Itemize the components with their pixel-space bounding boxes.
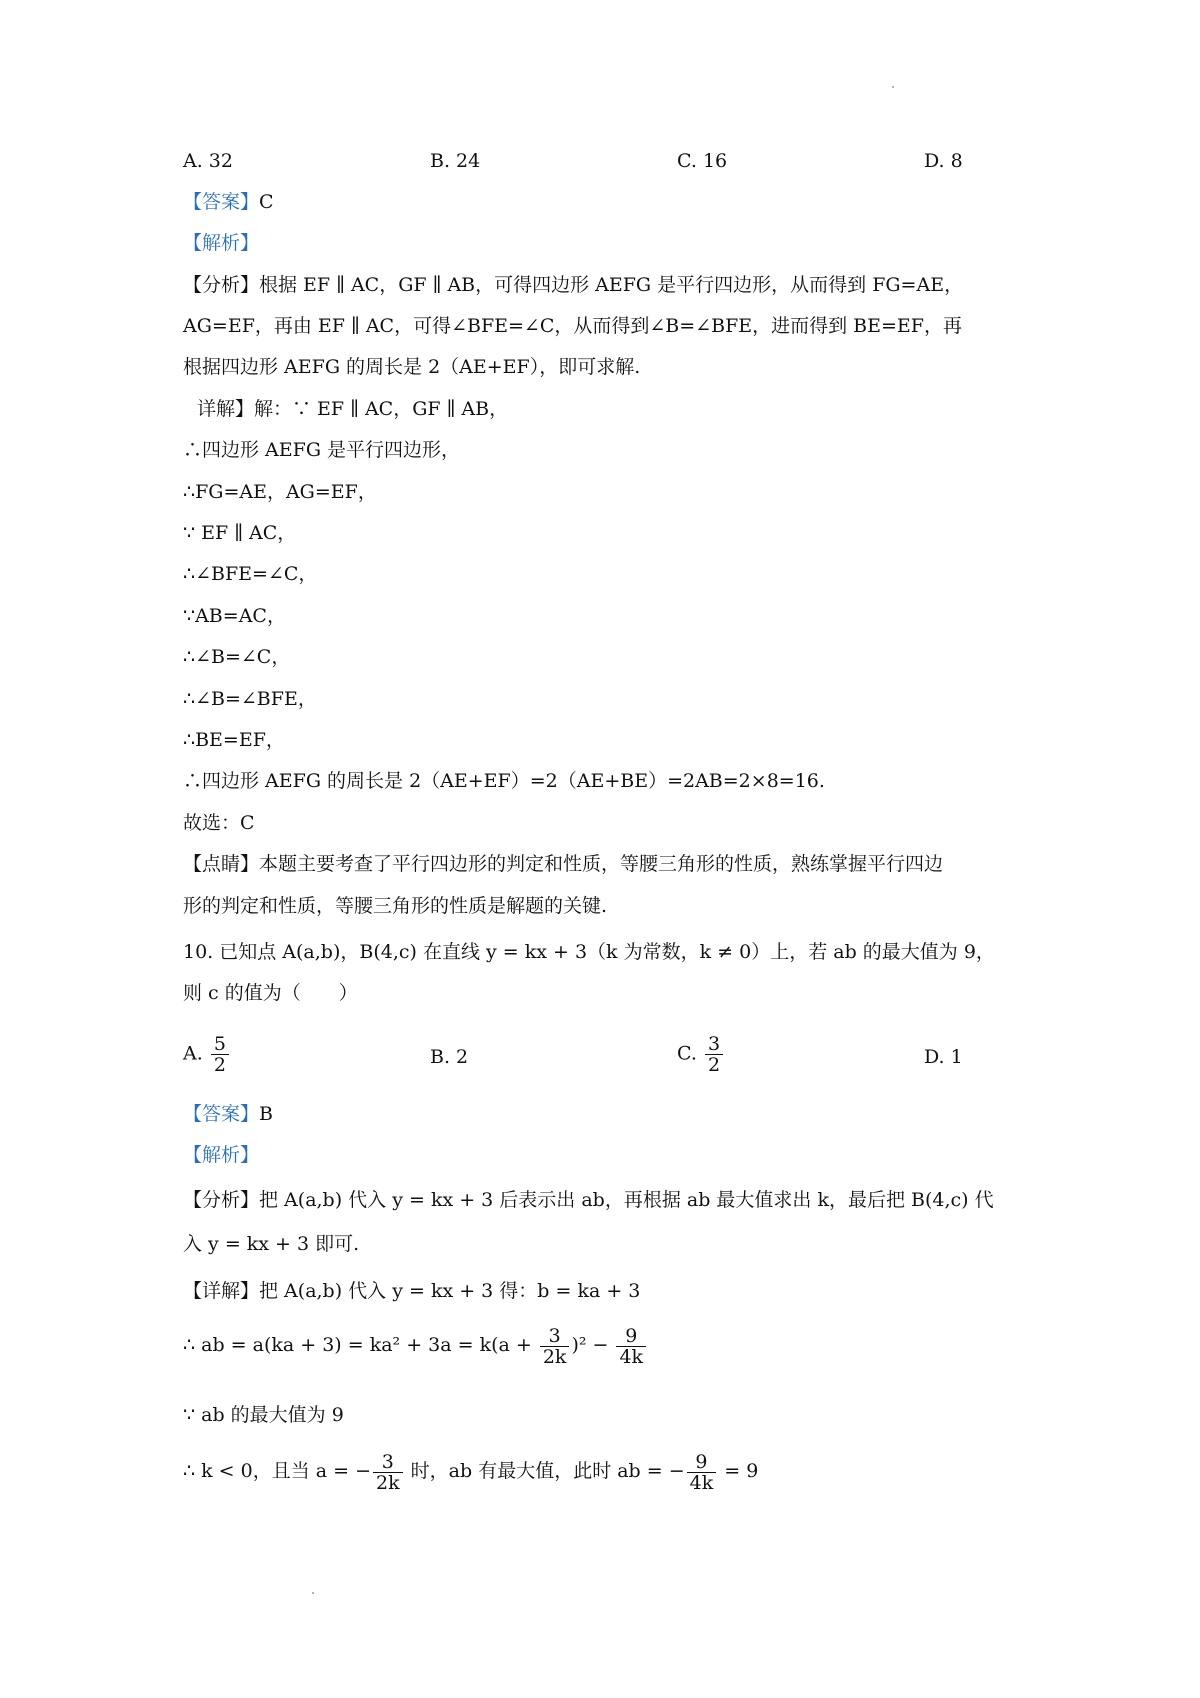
q10-fenxi-line-2: 入 y = kx + 3 即可. (183, 1233, 360, 1255)
equation-text: ∴ k < 0，且当 a = − (183, 1460, 372, 1482)
q10-fenxi-line-1 (183, 1187, 994, 1213)
q9-step: ∴四边形 AEFG 是平行四边形， (183, 439, 461, 461)
q10-option-b: B. 2 (430, 1046, 469, 1068)
q9-step: ∴∠B=∠BFE， (183, 688, 317, 710)
q10-option-d: D. 1 (924, 1046, 963, 1068)
answer-value: C (259, 191, 274, 213)
q9-option-c: C. 16 (677, 150, 728, 172)
q10-stem-line-1: 10. 已知点 A(a,b)，B(4,c) 在直线 y = kx + 3（k 为常数，k ≠ 0）上，若 ab 的最大值为 9， (183, 941, 995, 963)
scan-speck (892, 86, 894, 88)
fraction-numerator: 9 (687, 1452, 717, 1473)
option-label: A. (183, 1042, 203, 1065)
equation-text: ∴ ab = a(ka + 3) = ka² + 3a = k(a + (183, 1334, 538, 1356)
fraction-denominator: 4k (619, 1345, 644, 1368)
fraction (616, 1326, 646, 1367)
q10-option-c (677, 1034, 725, 1075)
fraction (540, 1326, 570, 1367)
fraction (211, 1034, 229, 1075)
q9-step: ∵AB=AC， (183, 605, 286, 627)
fraction-numerator: 3 (373, 1452, 403, 1473)
fenxi-text: 根据 EF ∥ AC，GF ∥ AB，可得四边形 AEFG 是平行四边形，从而得到 FG=AE， (259, 274, 964, 296)
fraction (705, 1034, 723, 1075)
fraction-numerator: 3 (705, 1034, 723, 1055)
q9-dianjing-line-2: 形的判定和性质，等腰三角形的性质是解题的关键. (183, 895, 608, 917)
q9-step: 故选：C (183, 812, 255, 834)
q10-options (183, 1030, 1083, 1086)
q10-analysis-header (183, 1142, 259, 1168)
q9-option-d: D. 8 (924, 150, 963, 172)
q9-fenxi-line-1 (183, 272, 963, 298)
q9-option-b: B. 24 (430, 150, 481, 172)
q9-dianjing-line-1 (183, 851, 943, 877)
q9-step: ∵ EF ∥ AC， (183, 522, 297, 544)
equation-text: 时，ab 有最大值，此时 ab = − (404, 1460, 685, 1482)
q9-analysis-header (183, 230, 259, 256)
option-label: C. (677, 1042, 697, 1065)
q9-xiangjie: 详解】解：∵ EF ∥ AC，GF ∥ AB， (197, 398, 509, 420)
q10-max-statement: ∵ ab 的最大值为 9 (183, 1404, 344, 1426)
fraction-denominator: 4k (689, 1471, 714, 1494)
q9-step: ∴∠BFE=∠C， (183, 563, 318, 585)
fraction-denominator: 2k (376, 1471, 400, 1494)
fenxi-text: 把 A(a,b) 代入 y = kx + 3 后表示出 ab，再根据 ab 最大值求出 k，最后把 B(4,c) 代 (259, 1189, 994, 1211)
answer-value: B (259, 1103, 273, 1125)
q9-answer (183, 189, 274, 215)
q10-answer (183, 1101, 273, 1127)
q9-step: ∴BE=EF， (183, 729, 285, 751)
fenxi-tag: 【分析】 (183, 1189, 260, 1211)
xiangjie-tag: 【详解】 (183, 1280, 260, 1302)
dianjing-tag: 【点睛】 (183, 853, 260, 875)
q10-option-a (183, 1034, 231, 1075)
dianjing-text: 本题主要考查了平行四边形的判定和性质，等腰三角形的性质，熟练掌握平行四边 (259, 853, 944, 875)
fraction-denominator: 2 (213, 1054, 226, 1076)
q9-step: ∴四边形 AEFG 的周长是 2（AE+EF）=2（AE+BE）=2AB=2×8=16. (183, 770, 825, 792)
fenxi-tag: 【分析】 (183, 274, 260, 296)
fraction (373, 1452, 403, 1493)
analysis-tag: 【解析】 (183, 1144, 260, 1166)
fraction (687, 1452, 717, 1493)
q10-stem-line-2: 则 c 的值为（ ） (183, 982, 358, 1004)
fraction-denominator: 2k (542, 1345, 567, 1368)
answer-tag: 【答案】 (183, 1103, 260, 1125)
q9-fenxi-line-3: 根据四边形 AEFG 的周长是 2（AE+EF），即可求解. (183, 356, 641, 378)
q10-equation-1 (183, 1322, 648, 1368)
xiangjie-text: 把 A(a,b) 代入 y = kx + 3 得：b = ka + 3 (259, 1280, 641, 1302)
q9-option-a: A. 32 (183, 150, 233, 172)
fraction-numerator: 5 (211, 1034, 229, 1055)
fraction-numerator: 9 (616, 1326, 646, 1347)
answer-tag: 【答案】 (183, 191, 260, 213)
q10-xiangjie-line-1 (183, 1278, 640, 1304)
equation-text: = 9 (718, 1460, 759, 1482)
q9-fenxi-line-2: AG=EF，再由 EF ∥ AC，可得∠BFE=∠C，从而得到∠B=∠BFE，进而得到 BE=EF，再 (183, 315, 962, 337)
fraction-denominator: 2 (707, 1054, 721, 1076)
fraction-numerator: 3 (540, 1326, 570, 1347)
equation-text: )² − (571, 1334, 615, 1356)
q9-step: ∴∠B=∠C， (183, 646, 291, 668)
q9-step: ∴FG=AE，AG=EF， (183, 481, 377, 503)
q10-equation-2 (183, 1448, 758, 1494)
scan-speck (312, 1592, 314, 1594)
analysis-tag: 【解析】 (183, 232, 260, 254)
